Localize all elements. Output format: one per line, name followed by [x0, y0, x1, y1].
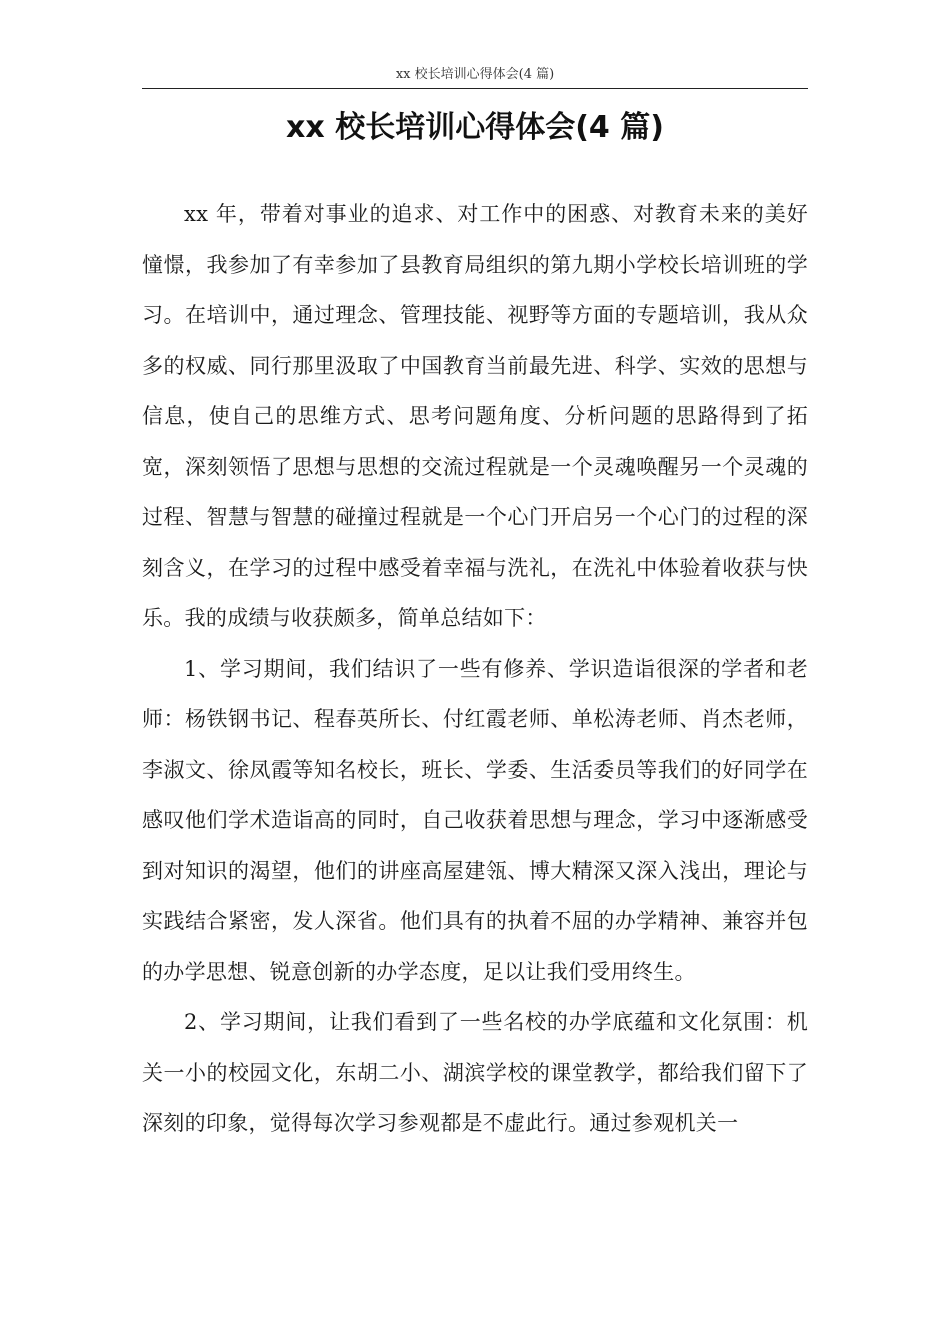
paragraph-intro: xx 年，带着对事业的追求、对工作中的困惑、对教育未来的美好憧憬，我参加了有幸参加了县教育局组织的第九期小学校长培训班的学习。在培训中，通过理念、管理技能、视野等方面的专题培训，我从众多的权威、同行那里汲取了中国教育当前最先进、科学、实效的思想与信息，使自己的思维方式、思考问题角度、分析问题的思路得到了拓宽，深刻领悟了思想与思想的交流过程就是一个灵魂唤醒另一个灵魂的过程、智慧与智慧的碰撞过程就是一个心门开启另一个心门的过程的深刻含义，在学习的过程中感受着幸福与洗礼，在洗礼中体验着收获与快乐。我的成绩与收获颇多，简单总结如下：	[142, 202, 808, 630]
paragraph-point-2: 2、学习期间，让我们看到了一些名校的办学底蕴和文化氛围：机关一小的校园文化，东胡二小、湖滨学校的课堂教学，都给我们留下了深刻的印象，觉得每次学习参观都是不虚此行。通过参观机关一	[142, 1010, 808, 1135]
document-title: xx 校长培训心得体会(4 篇)	[286, 110, 664, 145]
running-header: xx 校长培训心得体会(4 篇)	[395, 67, 555, 82]
header-divider	[142, 88, 808, 89]
document-body	[142, 189, 808, 1149]
paragraph-point-1: 1、学习期间，我们结识了一些有修养、学识造诣很深的学者和老师：杨铁钢书记、程春英所长、付红霞老师、单松涛老师、肖杰老师，李淑文、徐凤霞等知名校长，班长、学委、生活委员等我们的好同学在感叹他们学术造诣高的同时，自己收获着思想与理念，学习中逐渐感受到对知识的渴望，他们的讲座高屋建瓴、博大精深又深入浅出，理论与实践结合紧密，发人深省。他们具有的执着不屈的办学精神、兼容并包的办学思想、锐意创新的办学态度，足以让我们受用终生。	[142, 656, 808, 984]
